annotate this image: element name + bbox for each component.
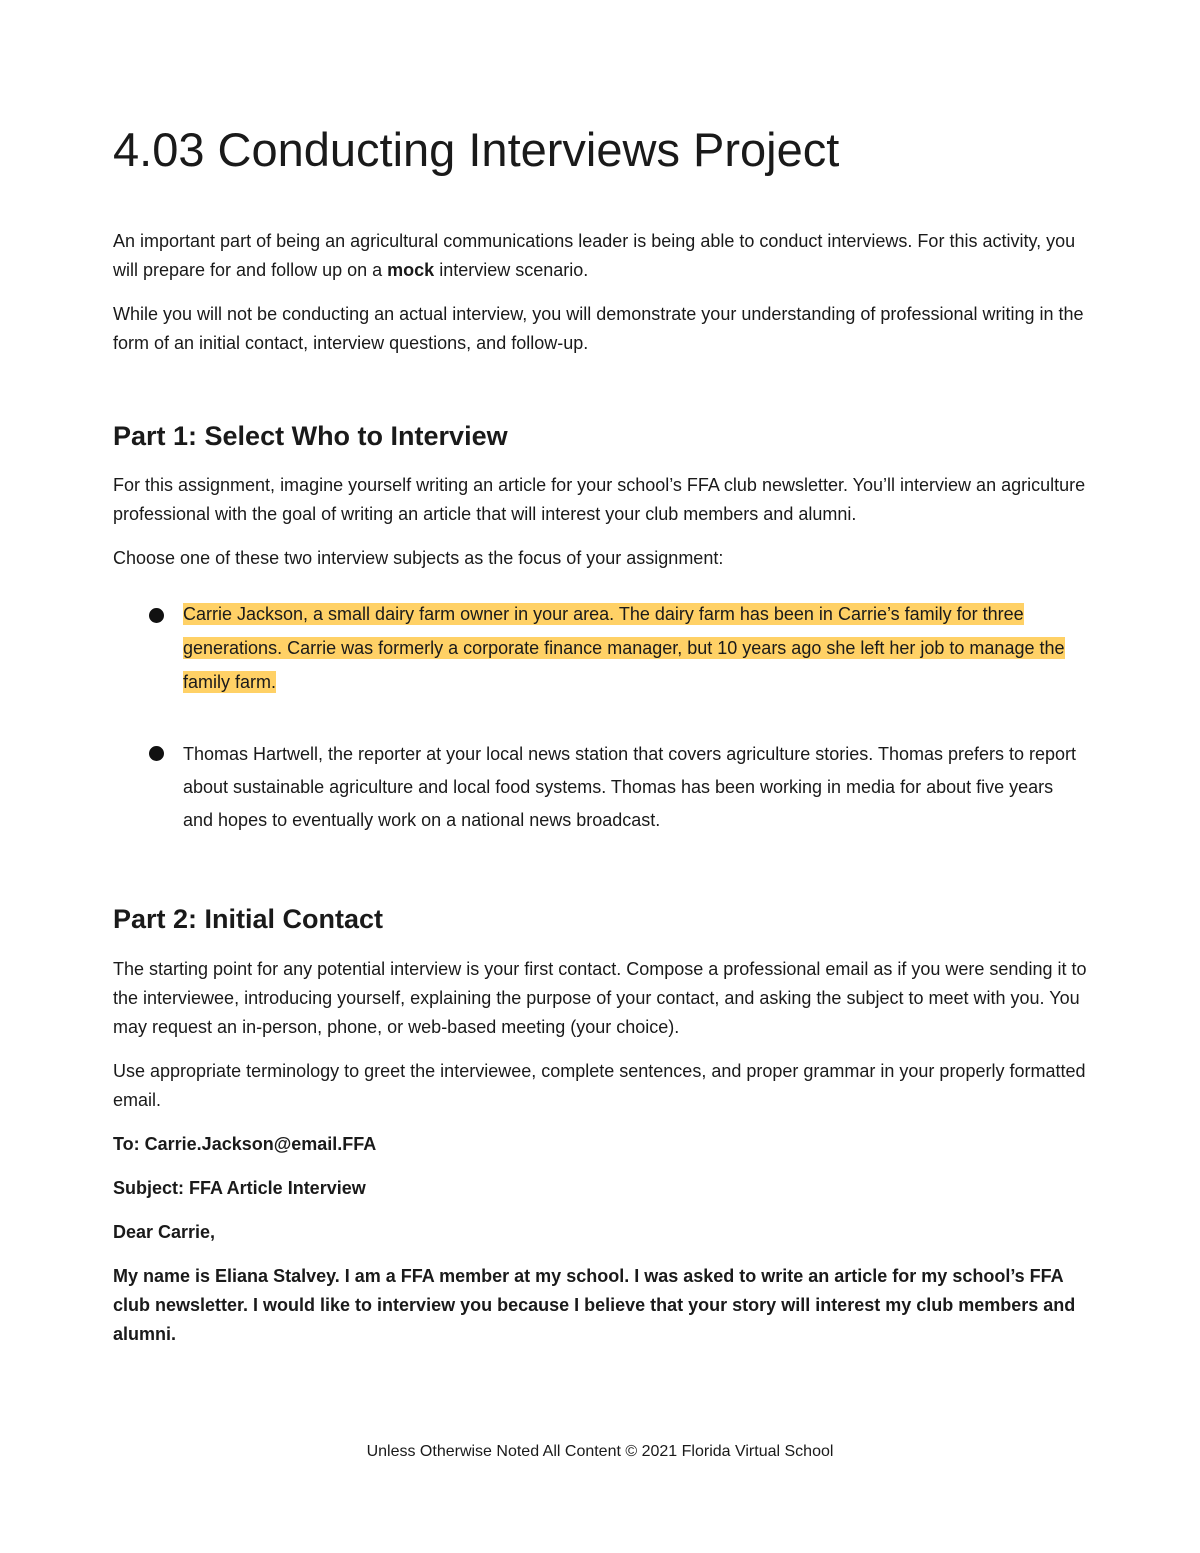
intro-text: An important part of being an agricultural communications leader is being able to conduct interviews. For this activity, you will prepare for and follow up on a — [113, 231, 1076, 280]
intro-paragraph-2: While you will not be conducting an actual interview, you will demonstrate your understanding of professional writing in the form of an initial contact, interview questions, and follow-up. — [113, 304, 1084, 353]
bullet-dot — [149, 746, 164, 761]
mock-emphasis: mock — [387, 260, 435, 280]
page-footer: Unless Otherwise Noted All Content © 2021 Florida Virtual School — [366, 1443, 834, 1460]
part1-section — [113, 419, 1088, 453]
intro-paragraph-1 — [113, 227, 1088, 285]
subject-text: Thomas Hartwell, the reporter at your local news station that covers agriculture stories. Thomas prefers to report about sustainable agriculture and local food systems. Thomas has been working in media for about five years and hopes to eventually work on a national news broadcast. — [183, 744, 1077, 830]
part1-heading: Part 1: Select Who to Interview — [113, 421, 508, 451]
page-title: 4.03 Conducting Interviews Project — [113, 123, 840, 176]
highlighted-subject-text: Carrie Jackson, a small dairy farm owner in your area. The dairy farm has been in Carrie’s family for three generations. Carrie was formerly a corporate finance manager, but 10 years ago she left her job to manage the family farm. — [183, 604, 1065, 692]
subject-item-carrie — [113, 597, 1088, 699]
email-greeting: Dear Carrie, — [113, 1222, 216, 1242]
part1-text — [113, 471, 1088, 573]
intro-text-end: interview scenario. — [434, 260, 589, 280]
part2-heading: Part 2: Initial Contact — [113, 904, 384, 934]
email-body: My name is Eliana Stalvey. I am a FFA member at my school. I was asked to write an article for my school’s FFA club newsletter. I would like to interview you because I believe that your story will interest my club members and alumni. — [113, 1266, 1076, 1344]
intro-section — [113, 227, 1088, 358]
email-subject: Subject: FFA Article Interview — [113, 1178, 366, 1198]
part2-text — [113, 955, 1088, 1349]
subject-item-thomas — [113, 738, 1088, 837]
subject-list — [113, 597, 1088, 699]
part1-paragraph-2: Choose one of these two interview subjects as the focus of your assignment: — [113, 548, 724, 568]
email-to: To: Carrie.Jackson@email.FFA — [113, 1134, 377, 1154]
part2-paragraph-1: The starting point for any potential interview is your first contact. Compose a professional email as if you were sending it to the interviewee, introducing yourself, explaining the purpose of your contact, and asking the subject to meet with you. You may request an in-person, phone, or web-based meeting (your choice). — [113, 959, 1087, 1037]
bullet-dot — [149, 608, 164, 623]
part2-section — [113, 902, 1088, 936]
part1-paragraph-1: For this assignment, imagine yourself writing an article for your school’s FFA club newsletter. You’ll interview an agriculture professional with the goal of writing an article that will interest your club members and alumni. — [113, 475, 1086, 524]
part2-paragraph-2: Use appropriate terminology to greet the interviewee, complete sentences, and proper grammar in your properly formatted email. — [113, 1061, 1086, 1110]
subject-list-2 — [113, 738, 1088, 837]
